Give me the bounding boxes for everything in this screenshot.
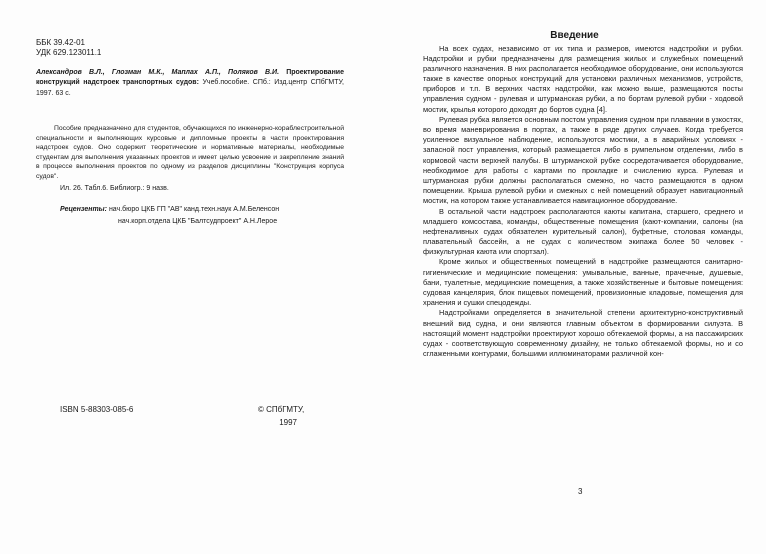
bbk-code: ББК 39.42-01 bbox=[36, 38, 85, 47]
copyright-year: 1997 bbox=[279, 418, 297, 427]
annotation-text: Пособие предназначено для студентов, обучающихся по инженерно-кораблестроительной специальности и выполняющих курсовые и дипломные проекты в части проектирования надстроек судов. Оно содержит теоретические и нормативные материалы, необходимые студентам для выполнения указанных проектов и имеет целью усвоение и закрепление знаний в процессе выполнения проектов по одному из разделов дисциплины "Конструкция корпуса судов". bbox=[36, 125, 344, 180]
reviewers-label: Рецензенты: bbox=[60, 206, 107, 213]
paragraph: Кроме жилых и общественных помещений в надстройке размещаются санитарно-гигиенические и медицинские помещения: умывальные, ванные, прачечные, душевые, бани, туалетные, медицинские помещения, а также хозяйственные и бытовые помещения: судовая канцелярия, блок пищевых помещений, провизионные кладовые, помещения для хранения и сушки спецодежды. bbox=[423, 257, 743, 307]
annotation bbox=[36, 124, 344, 182]
copyright-holder: © СПбГМТУ, bbox=[258, 405, 305, 414]
paragraph: Надстройками определяется в значительной степени архитектурно-конструктивный внешний вид судна, и они являются главным объектом в формировании силуэта. В настоящий момент надстройки проектируют хорошо обтекаемой формы, а на пассажирских судах - соответствующую современному дизайну, не только обтекаемой формы, но и со сглаженными контурами, большими иллюминаторами различной кон- bbox=[423, 308, 743, 358]
reviewer-1: нач.бюро ЦКБ ГП "АВ" канд.техн.наук А.М.Беленсон bbox=[108, 206, 280, 213]
paragraph: В остальной части надстроек располагаются каюты капитана, старшего, среднего и младшего комсостава, команды, общественные помещения (кают-компании, салоны (на нефтеналивных судах обязателен курительный салон), буфетные, столовая команды, плавательный бассейн, а не судах с количеством экипажа более 50 человек - физкультурная каюта или спортзал). bbox=[423, 206, 743, 256]
classification-codes bbox=[36, 38, 101, 58]
bibliographic-citation bbox=[36, 68, 344, 99]
reviewers-block bbox=[60, 204, 350, 228]
body-text bbox=[423, 44, 743, 359]
isbn: ISBN 5-88303-085-6 bbox=[60, 405, 134, 414]
paragraph: Рулевая рубка является основным постом управления судном при плавании в узкостях, во время маневрирования в портах, а также в ряде других случаев. Когда требуется усиленное визуальное наблюдение, используются мостики, а в аварийных условиях - запасной пост управления, который размещается либо в румпельном отделении, либо в кормовой части верхней палубы. В штурманской рубке сосредотачивается оборудование, необходимое для работы с картами по прокладке и счислению курса. Рулевая и штурманская рубки должны располагаться смежно, но часто размещаются в одном помещении. Крыша рулевой рубки и смежных с ней помещений образует навигационный мостик, на котором также устанавливается навигационное оборудование. bbox=[423, 115, 743, 205]
citation-authors: Александров В.Л., Глозман М.К., Маплах А.П., Поляков В.И. bbox=[36, 69, 280, 76]
page-number: 3 bbox=[578, 487, 583, 496]
right-page bbox=[383, 0, 766, 554]
citation-publisher: Учеб.пособие. СПб.: Изд.центр СПбГМТУ, 1997. 63 с. bbox=[36, 79, 344, 97]
illustrations-note: Ил. 26. Табл.6. Библиогр.: 9 назв. bbox=[60, 185, 169, 192]
udk-code: УДК 629.123011.1 bbox=[36, 48, 102, 57]
citation-title: Проектирование конструкций надстроек транспортных судов: bbox=[36, 69, 344, 87]
section-heading: Введение bbox=[550, 30, 599, 41]
reviewer-2: нач.корп.отдела ЦКБ "Балтсудпроект" А.Н.Лерое bbox=[118, 218, 278, 225]
paragraph: На всех судах, независимо от их типа и размеров, имеются надстройки и рубки. Надстройки и рубки предназначены для размещения жилых и служебных помещений различного назначения. В них располагается необходимое оборудование, они используются также в качестве опорных конструкций для установки различных механизмов, устройств, приборов и т.п. В верхних частях надстройки, как можно выше, размещаются посты управления судном - рулевая и штурманская рубки, а по бортам рулевой рубки - ходовой мостик, крылья которого доходят до бортов судна [4]. bbox=[423, 44, 743, 114]
copyright bbox=[258, 403, 304, 429]
